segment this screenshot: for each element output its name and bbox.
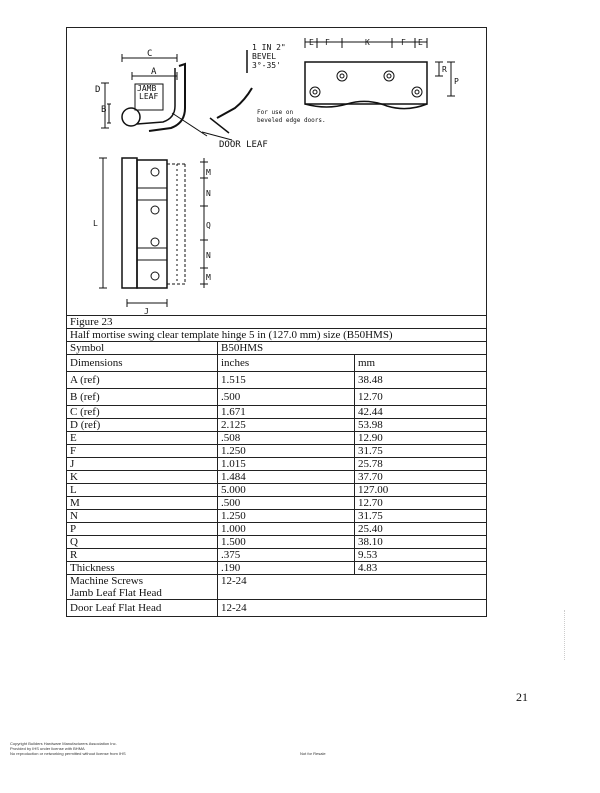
label-m-top: M	[206, 168, 211, 177]
copyright-footer	[10, 741, 126, 756]
table-row	[67, 419, 487, 432]
table-row	[67, 406, 487, 419]
row-mm: 31.75	[355, 445, 487, 458]
label-r: R	[442, 65, 447, 74]
dimensions-table	[66, 315, 487, 617]
label-n-top: N	[206, 189, 211, 198]
row-inches: 1.250	[218, 510, 355, 523]
elevation-view	[99, 158, 208, 307]
door-screws-row	[67, 600, 487, 617]
row-symbol: K	[67, 471, 218, 484]
table-row	[67, 372, 487, 389]
table-row	[67, 445, 487, 458]
label-l: L	[93, 219, 98, 228]
page-number: 21	[516, 690, 528, 704]
label-n-bottom: N	[206, 251, 211, 260]
row-inches: .375	[218, 549, 355, 562]
dimensions-header: Dimensions	[67, 355, 218, 372]
row-mm: 31.75	[355, 510, 487, 523]
row-symbol: E	[67, 432, 218, 445]
row-symbol: C (ref)	[67, 406, 218, 419]
label-k: K	[365, 38, 370, 47]
label-d: D	[95, 85, 101, 95]
row-mm: 4.83	[355, 562, 487, 575]
row-inches: 2.125	[218, 419, 355, 432]
copyright-line-3: No reproduction or networking permitted without license from IHS	[10, 751, 126, 756]
table-row	[67, 510, 487, 523]
label-a: A	[151, 67, 157, 77]
caption-title-row	[67, 329, 487, 342]
label-leaf: LEAF	[139, 92, 159, 101]
row-inches: .190	[218, 562, 355, 575]
row-inches: 1.671	[218, 406, 355, 419]
table-row	[67, 523, 487, 536]
row-mm: 12.70	[355, 389, 487, 406]
copyright-line-1: Copyright Builders Hardware Manufacturers Association Inc.	[10, 741, 117, 746]
label-p: P	[454, 77, 459, 86]
label-f-right: F	[401, 38, 406, 47]
row-inches: 1.515	[218, 372, 355, 389]
table-row	[67, 536, 487, 549]
row-mm: 38.10	[355, 536, 487, 549]
table-row	[67, 562, 487, 575]
hinge-drawing	[67, 28, 488, 316]
row-symbol: A (ref)	[67, 372, 218, 389]
label-jamb: JAMB	[137, 84, 157, 93]
row-mm: 127.00	[355, 484, 487, 497]
row-inches: 1.015	[218, 458, 355, 471]
row-mm: 38.48	[355, 372, 487, 389]
screws-jamb-value: 12-24	[218, 575, 487, 600]
label-note-1: For use on	[257, 109, 294, 116]
margin-mark	[564, 610, 566, 660]
row-mm: 42.44	[355, 406, 487, 419]
row-symbol: Q	[67, 536, 218, 549]
label-q: Q	[206, 221, 211, 230]
label-bevel-2: BEVEL	[252, 52, 277, 61]
row-symbol: F	[67, 445, 218, 458]
label-f-left: F	[325, 38, 330, 47]
table-row	[67, 432, 487, 445]
label-j: J	[144, 307, 149, 316]
figure-label: Figure 23	[67, 316, 487, 329]
row-mm: 9.53	[355, 549, 487, 562]
label-e-right: E	[418, 38, 423, 47]
row-inches: 1.500	[218, 536, 355, 549]
row-inches: .500	[218, 497, 355, 510]
table-row	[67, 484, 487, 497]
symbol-row	[67, 342, 487, 355]
caption-figure-row	[67, 316, 487, 329]
inches-header: inches	[218, 355, 355, 372]
screws-label-line-2: Jamb Leaf Flat Head	[70, 587, 162, 599]
bevel-detail	[202, 50, 252, 140]
row-symbol: Thickness	[67, 562, 218, 575]
not-for-resale: Not for Resale	[300, 751, 326, 756]
label-e-left: E	[309, 38, 314, 47]
table-row	[67, 389, 487, 406]
screws-label-line-1: Machine Screws	[70, 575, 144, 587]
row-mm: 25.78	[355, 458, 487, 471]
label-c: C	[147, 49, 153, 59]
table-row	[67, 471, 487, 484]
row-inches: .508	[218, 432, 355, 445]
row-inches: 1.250	[218, 445, 355, 458]
copyright-line-2: Provided by IHS under license with BHMA	[10, 746, 85, 751]
row-inches: 5.000	[218, 484, 355, 497]
label-m-bottom: M	[206, 273, 211, 282]
row-mm: 53.98	[355, 419, 487, 432]
header-row	[67, 355, 487, 372]
label-note-2: beveled edge doors.	[257, 117, 326, 124]
row-inches: 1.000	[218, 523, 355, 536]
mm-header: mm	[355, 355, 487, 372]
row-inches: 1.484	[218, 471, 355, 484]
label-b: B	[101, 105, 107, 115]
row-symbol: D (ref)	[67, 419, 218, 432]
row-inches: .500	[218, 389, 355, 406]
label-bevel-3: 3°-35'	[252, 61, 281, 70]
row-mm: 37.70	[355, 471, 487, 484]
front-view	[305, 38, 455, 109]
door-label: Door Leaf Flat Head	[67, 600, 218, 617]
row-symbol: P	[67, 523, 218, 536]
screws-row	[67, 575, 487, 600]
label-bevel-1: 1 IN 2"	[252, 43, 286, 52]
figure-title: Half mortise swing clear template hinge 5 in (127.0 mm) size (B50HMS)	[67, 329, 487, 342]
table-row	[67, 497, 487, 510]
label-door-leaf: DOOR LEAF	[219, 140, 268, 150]
row-symbol: L	[67, 484, 218, 497]
row-mm: 12.70	[355, 497, 487, 510]
row-symbol: B (ref)	[67, 389, 218, 406]
screws-door-value: 12-24	[218, 600, 487, 617]
row-symbol: R	[67, 549, 218, 562]
screws-label	[67, 575, 218, 600]
symbol-value: B50HMS	[218, 342, 487, 355]
table-row	[67, 458, 487, 471]
symbol-label: Symbol	[67, 342, 218, 355]
figure-frame	[66, 27, 487, 315]
row-symbol: N	[67, 510, 218, 523]
row-mm: 12.90	[355, 432, 487, 445]
row-symbol: J	[67, 458, 218, 471]
table-row	[67, 549, 487, 562]
row-symbol: M	[67, 497, 218, 510]
row-mm: 25.40	[355, 523, 487, 536]
